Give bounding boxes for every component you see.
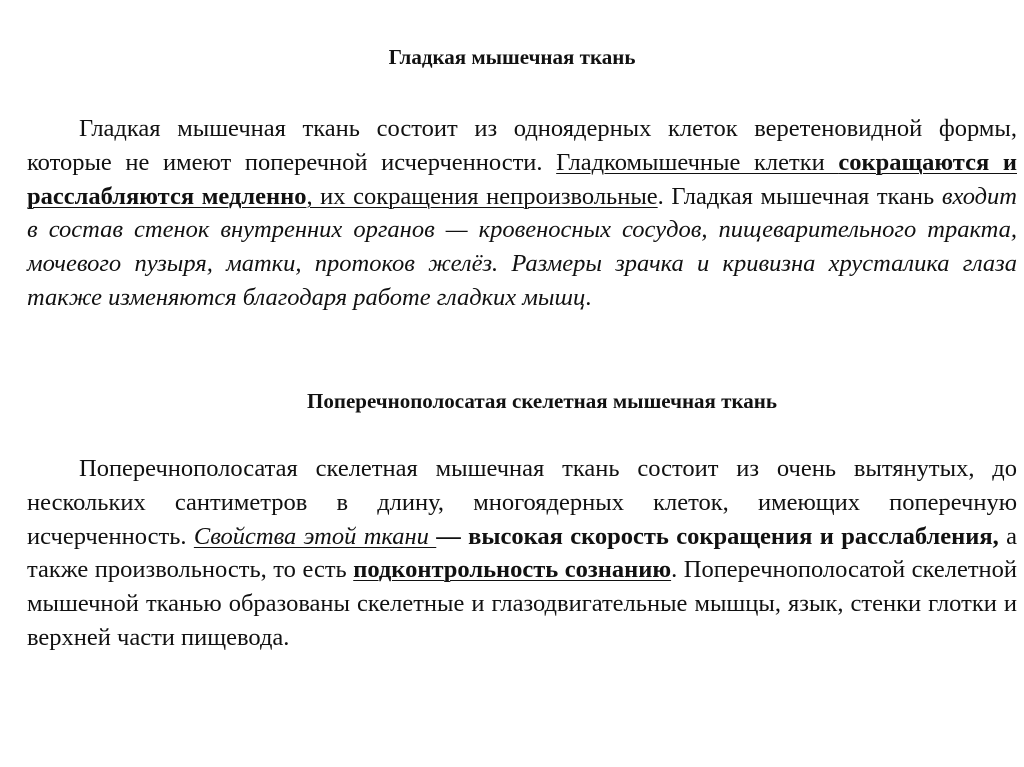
text-run: Гладкомышечные клетки [556,148,839,176]
text-run: Гладкая мышечная ткань состоит из одноядерных клеток веретеновидной формы, которые не имеют поперечной исчерченности. [27,115,1017,176]
paragraph-skeletal-muscle [27,452,1017,655]
italic-underlined-text: Свойства этой ткани [193,522,437,550]
paragraph-smooth-muscle [27,112,1017,315]
bold-text: сокращаются и расслабляются медленно [27,148,1017,210]
text-run: . [585,283,592,311]
text-run: . Гладкая мышечная ткань [657,182,942,210]
bold-underlined-text: подконтрольность сознанию [353,556,672,584]
bold-text: — высокая скорость сокращения и расслабления, [436,522,999,550]
section-title-smooth-muscle: Гладкая мышечная ткань [388,45,636,69]
text-run: . Поперечнополосатой скелетной мышечной тканью образованы скелетные и глазодвигательные мышцы, язык, стенки глотки и верхней части пищевода. [27,556,1018,651]
italic-text: входит в состав стенок внутренних органов — кровеносных сосудов, пищеварительного тракта, мочевого пузыря, матки, протоков желёз. Размеры зрачка и кривизна хрусталика глаза также изменяются благодаря работе гладких мышц [27,182,1017,311]
text-run: Поперечнополосатая скелетная мышечная ткань состоит из очень вытянутых, до нескольких сантиметров в длину, многоядерных клеток, имеющих поперечную исчерченность. [27,455,1017,550]
text-run: а также произвольность, то есть [27,522,1017,584]
section-title-skeletal-muscle: Поперечнополосатая скелетная мышечная ткань [307,389,777,413]
text-run: , их сокращения непроизвольные [306,182,658,210]
